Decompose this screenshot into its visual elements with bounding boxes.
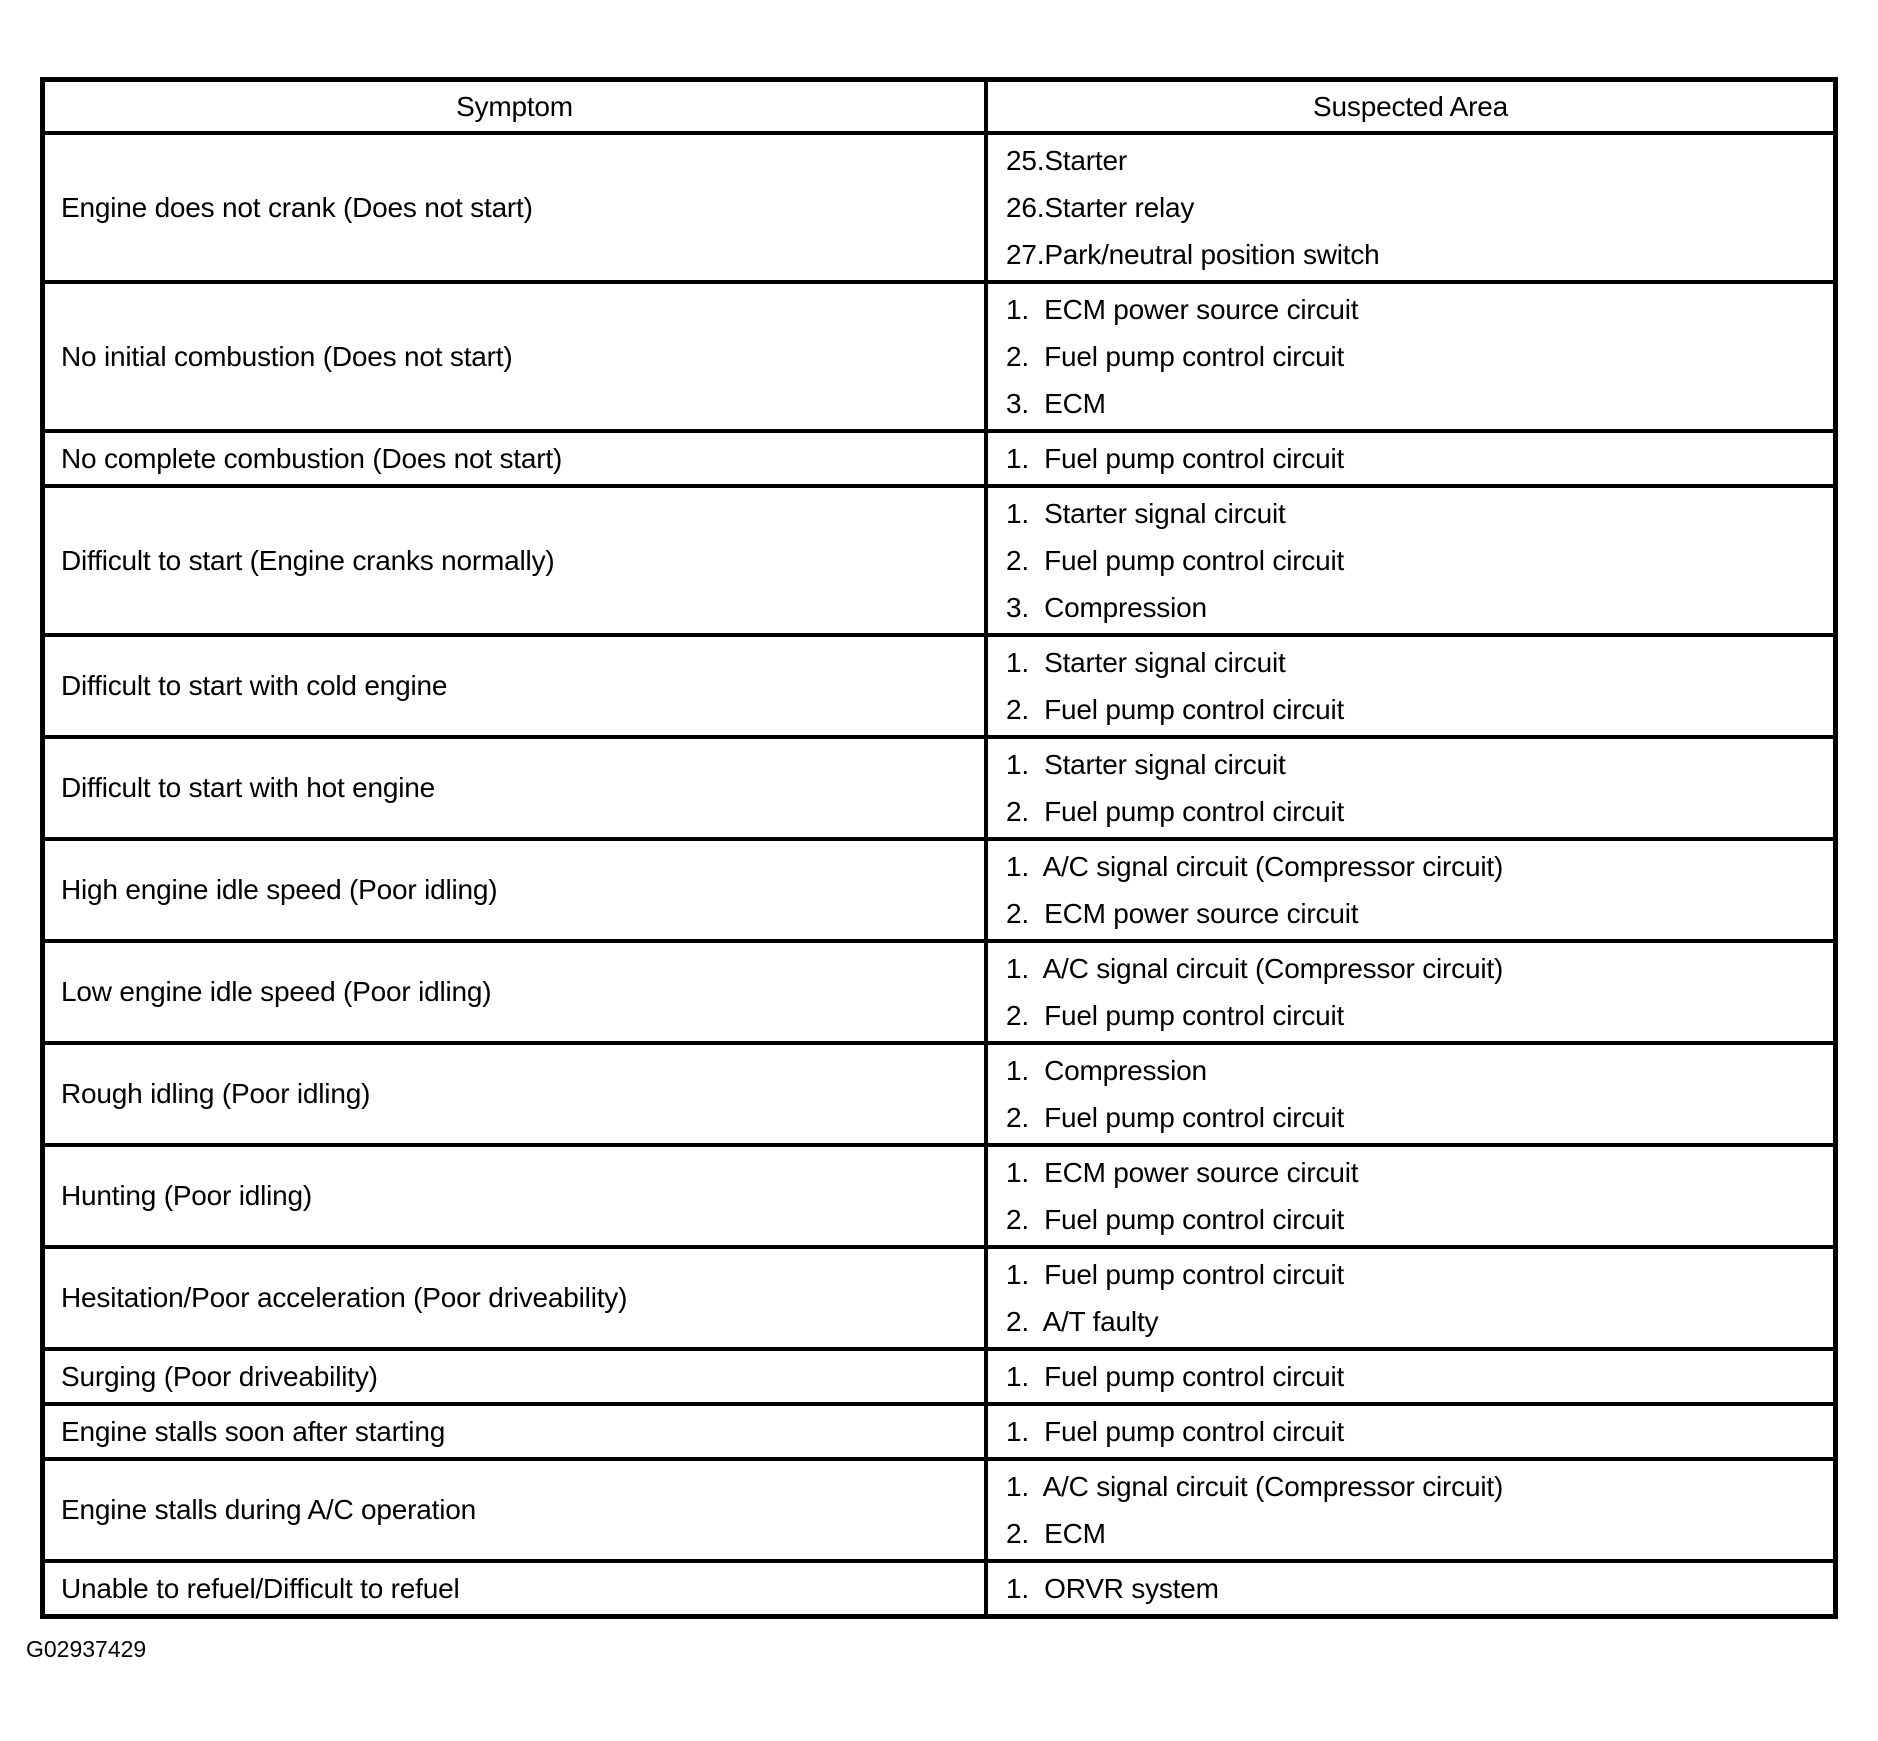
area-item: 2. Fuel pump control circuit [1006, 545, 1345, 576]
area-item: 2. Fuel pump control circuit [1006, 1204, 1345, 1235]
area-item: 1. ECM power source circuit [1006, 294, 1359, 325]
symptom-column-header: Symptom [45, 82, 988, 131]
symptom-cell: Surging (Poor driveability) [45, 1351, 988, 1402]
area-item: 1. ECM power source circuit [1006, 1157, 1359, 1188]
area-cell [988, 739, 1833, 837]
area-item: 2. Fuel pump control circuit [1006, 694, 1345, 725]
area-item: 3. Compression [1006, 592, 1207, 623]
table-row [45, 488, 1833, 637]
table-row [45, 1045, 1833, 1147]
area-item: 1. Fuel pump control circuit [1006, 1259, 1345, 1290]
table-row [45, 284, 1833, 433]
symptom-troubleshooting-table [40, 77, 1838, 1619]
area-item: 27.Park/neutral position switch [1006, 239, 1380, 270]
table-row [45, 1461, 1833, 1563]
symptom-cell: Engine stalls soon after starting [45, 1406, 988, 1457]
area-cell [988, 943, 1833, 1041]
area-item: 1. A/C signal circuit (Compressor circuit) [1006, 953, 1504, 984]
area-cell [988, 135, 1833, 280]
table-row [45, 1351, 1833, 1406]
symptom-cell: Difficult to start with hot engine [45, 739, 988, 837]
table-row [45, 1249, 1833, 1351]
area-item: 26.Starter relay [1006, 192, 1195, 223]
area-cell [988, 1563, 1833, 1614]
table-row [45, 1147, 1833, 1249]
table-header-row [45, 82, 1833, 135]
area-item: 2. ECM [1006, 1518, 1106, 1549]
area-item: 2. ECM power source circuit [1006, 898, 1359, 929]
area-cell [988, 433, 1833, 484]
area-item: 1. Fuel pump control circuit [1006, 1416, 1345, 1447]
suspected-area-column-header: Suspected Area [1313, 90, 1508, 122]
symptom-cell: Engine stalls during A/C operation [45, 1461, 988, 1559]
figure-id-label: G02937429 [26, 1636, 147, 1662]
area-item: 25.Starter [1006, 145, 1127, 176]
area-item: 1. Starter signal circuit [1006, 749, 1286, 780]
area-cell [988, 284, 1833, 429]
area-cell [988, 637, 1833, 735]
table-row [45, 433, 1833, 488]
table-row [45, 1563, 1833, 1614]
symptom-cell: No complete combustion (Does not start) [45, 433, 988, 484]
area-item: 2. Fuel pump control circuit [1006, 341, 1345, 372]
area-item: 2. Fuel pump control circuit [1006, 1000, 1345, 1031]
area-item: 1. ORVR system [1006, 1573, 1219, 1604]
area-cell [988, 488, 1833, 633]
area-item: 2. A/T faulty [1006, 1306, 1159, 1337]
area-cell [988, 1249, 1833, 1347]
symptom-cell: Difficult to start (Engine cranks normally) [45, 488, 988, 633]
table-row [45, 1406, 1833, 1461]
symptom-cell: Unable to refuel/Difficult to refuel [45, 1563, 988, 1614]
area-item: 1. A/C signal circuit (Compressor circuit) [1006, 851, 1504, 882]
area-item: 2. Fuel pump control circuit [1006, 1102, 1345, 1133]
symptom-cell: Engine does not crank (Does not start) [45, 135, 988, 280]
area-item: 1. Compression [1006, 1055, 1207, 1086]
area-item: 1. Fuel pump control circuit [1006, 1361, 1345, 1392]
area-item: 1. Fuel pump control circuit [1006, 443, 1345, 474]
symptom-cell: Hunting (Poor idling) [45, 1147, 988, 1245]
area-cell [988, 841, 1833, 939]
area-item: 1. A/C signal circuit (Compressor circuit) [1006, 1471, 1504, 1502]
symptom-cell: Difficult to start with cold engine [45, 637, 988, 735]
area-cell [988, 1045, 1833, 1143]
area-cell [988, 1147, 1833, 1245]
symptom-cell: No initial combustion (Does not start) [45, 284, 988, 429]
area-item: 1. Starter signal circuit [1006, 498, 1286, 529]
table-row [45, 943, 1833, 1045]
table-row [45, 841, 1833, 943]
area-item: 1. Starter signal circuit [1006, 647, 1286, 678]
symptom-cell: Hesitation/Poor acceleration (Poor driveability) [45, 1249, 988, 1347]
symptom-cell: Rough idling (Poor idling) [45, 1045, 988, 1143]
symptom-cell: High engine idle speed (Poor idling) [45, 841, 988, 939]
area-cell [988, 1351, 1833, 1402]
table-row [45, 739, 1833, 841]
area-item: 3. ECM [1006, 388, 1106, 419]
area-cell [988, 1406, 1833, 1457]
symptom-cell: Low engine idle speed (Poor idling) [45, 943, 988, 1041]
table-row [45, 637, 1833, 739]
area-cell [988, 1461, 1833, 1559]
table-row [45, 135, 1833, 284]
area-item: 2. Fuel pump control circuit [1006, 796, 1345, 827]
